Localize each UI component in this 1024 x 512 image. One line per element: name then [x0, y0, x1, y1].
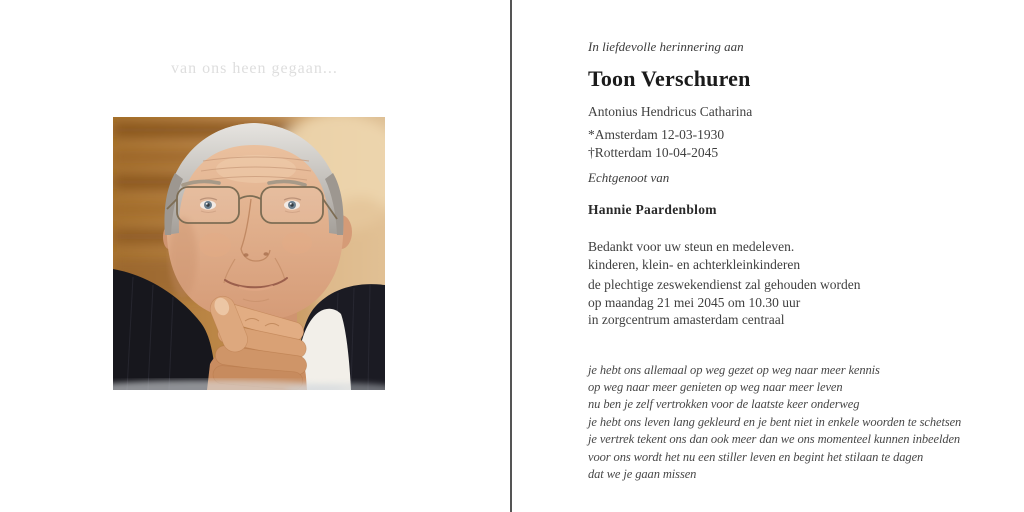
death-line: †Rotterdam 10-04-2045 [588, 145, 719, 160]
birth-line: *Amsterdam 12-03-1930 [588, 127, 725, 142]
portrait-photo [113, 117, 385, 390]
poem-line: je hebt ons allemaal op weg gezet op weg naar meer kennis [588, 362, 880, 377]
poem-line: dat we je gaan missen [588, 466, 697, 481]
full-name: Antonius Hendricus Catharina [588, 103, 753, 119]
spouse-name: Hannie Paardenblom [588, 201, 717, 217]
thanks-line: Bedankt voor uw steun en medeleven. [588, 239, 795, 254]
poem-line: op weg naar meer genieten op weg naar meer leven [588, 379, 843, 394]
spouse-label: Echtgenoot van [588, 170, 670, 185]
farewell-caption: van ons heen gegaan... [171, 60, 338, 77]
portrait-photo-illustration [113, 117, 385, 390]
poem-line: nu ben je zelf vertrokken voor de laatste keer onderweg [588, 397, 860, 412]
poem-line: je vertrek tekent ons dan ook meer dan we ons momenteel kunnen inbeelden [588, 432, 961, 447]
deceased-name: Toon Verschuren [588, 65, 751, 91]
service-block [588, 276, 1008, 329]
left-page [0, 0, 510, 512]
poem-block [588, 362, 1008, 484]
dates-block [588, 126, 1008, 162]
thanks-line: kinderen, klein- en achterkleinkinderen [588, 256, 801, 272]
right-page [588, 38, 1008, 483]
poem-line: je hebt ons leven lang gekleurd en je bent niet in enkele woorden te schetsen [588, 414, 962, 429]
intro-line: In liefdevolle herinnering aan [588, 39, 744, 54]
service-line: de plechtige zeswekendienst zal gehouden worden [588, 277, 861, 292]
center-fold-divider [510, 0, 512, 512]
service-line: in zorgcentrum amasterdam centraal [588, 312, 785, 327]
poem-line: voor ons wordt het nu een stiller leven en begint het stilaan te dagen [588, 449, 924, 464]
service-line: op maandag 21 mei 2045 om 10.30 uur [588, 294, 801, 310]
thanks-block [588, 238, 1008, 273]
